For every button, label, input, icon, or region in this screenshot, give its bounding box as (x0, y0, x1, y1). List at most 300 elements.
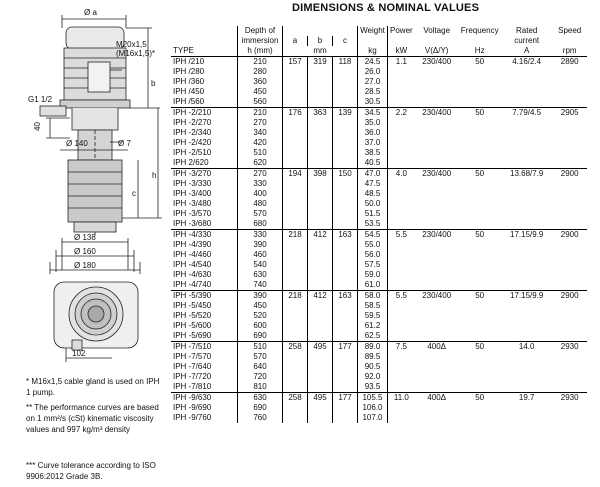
cell-depth: 330 (238, 179, 283, 189)
cell-b (308, 311, 333, 321)
cell-depth: 560 (238, 97, 283, 108)
cell-b (308, 87, 333, 97)
cell-a (283, 352, 308, 362)
cell-frequency (459, 311, 501, 321)
cell-power (388, 352, 415, 362)
cell-depth: 760 (238, 413, 283, 423)
table-row (171, 393, 587, 404)
cell-c: 163 (333, 230, 358, 241)
cell-speed (553, 209, 587, 219)
cell-speed (553, 118, 587, 128)
cell-voltage (415, 301, 459, 311)
cell-depth: 270 (238, 118, 283, 128)
cell-speed: 2900 (553, 230, 587, 241)
cell-depth: 740 (238, 280, 283, 291)
table-row (171, 199, 587, 209)
cell-weight: 55.0 (358, 240, 388, 250)
cell-voltage (415, 209, 459, 219)
cell-c: 139 (333, 108, 358, 119)
table-row (171, 169, 587, 180)
table-row (171, 352, 587, 362)
cell-b: 412 (308, 291, 333, 302)
cell-frequency (459, 413, 501, 423)
table-row (171, 342, 587, 353)
cell-a (283, 301, 308, 311)
cell-speed: 2930 (553, 342, 587, 353)
cell-frequency (459, 67, 501, 77)
cell-depth: 210 (238, 108, 283, 119)
cell-current (501, 148, 553, 158)
table-row (171, 209, 587, 219)
cell-speed (553, 301, 587, 311)
cell-voltage (415, 270, 459, 280)
cell-voltage (415, 403, 459, 413)
pump-stages (68, 160, 122, 222)
cell-type: IPH -2/420 (173, 138, 212, 147)
cell-a (283, 138, 308, 148)
cell-a (283, 240, 308, 250)
cell-weight: 26.0 (358, 67, 388, 77)
cell-speed (553, 260, 587, 270)
header-a: a (283, 36, 308, 46)
cell-current (501, 280, 553, 291)
cell-c (333, 382, 358, 393)
cell-speed (553, 128, 587, 138)
cell-b (308, 199, 333, 209)
cell-b (308, 189, 333, 199)
cell-speed (553, 138, 587, 148)
cell-weight: 92.0 (358, 372, 388, 382)
header-amp: A (501, 46, 553, 57)
cell-weight: 58.5 (358, 301, 388, 311)
cell-power: 2.2 (388, 108, 415, 119)
cell-c (333, 138, 358, 148)
cell-c (333, 331, 358, 342)
cell-current (501, 219, 553, 230)
cell-a (283, 67, 308, 77)
cell-c (333, 250, 358, 260)
cell-weight: 56.0 (358, 250, 388, 260)
cell-c (333, 321, 358, 331)
header-type: TYPE (171, 46, 238, 57)
header-weight: Weight (358, 26, 388, 36)
cell-c (333, 118, 358, 128)
cell-depth: 570 (238, 209, 283, 219)
note-performance: ** The performance curves are based on 1 mm²/s (cSt) kinematic viscosity values and 997 kg/m³ density (26, 403, 159, 434)
cell-depth: 280 (238, 67, 283, 77)
cell-current (501, 209, 553, 219)
cell-speed: 2900 (553, 169, 587, 180)
cell-a: 258 (283, 342, 308, 353)
cell-type: IPH /280 (173, 67, 205, 76)
cell-power (388, 413, 415, 423)
cell-weight: 24.5 (358, 57, 388, 68)
cell-a (283, 128, 308, 138)
label-dia7: Ø 7 (118, 139, 131, 148)
cell-weight: 54.5 (358, 230, 388, 241)
cell-power (388, 372, 415, 382)
cell-a: 194 (283, 169, 308, 180)
cell-speed (553, 179, 587, 189)
cell-type: IPH -7/640 (173, 362, 212, 371)
cell-b (308, 331, 333, 342)
cell-current (501, 158, 553, 169)
cell-a (283, 179, 308, 189)
cell-power (388, 270, 415, 280)
cell-power (388, 240, 415, 250)
cell-speed (553, 331, 587, 342)
cell-type: IPH -2/510 (173, 148, 212, 157)
cell-power (388, 301, 415, 311)
cell-c (333, 189, 358, 199)
cell-voltage: 230/400 (415, 169, 459, 180)
cell-type: IPH -7/570 (173, 352, 212, 361)
table-row (171, 280, 587, 291)
cell-weight: 47.5 (358, 179, 388, 189)
cell-power (388, 382, 415, 393)
cell-type: IPH -4/630 (173, 270, 212, 279)
cell-b (308, 67, 333, 77)
cell-power (388, 179, 415, 189)
cell-current (501, 413, 553, 423)
cell-power: 5.5 (388, 291, 415, 302)
cell-type: IPH -5/690 (173, 331, 212, 340)
cell-frequency (459, 382, 501, 393)
cell-power (388, 128, 415, 138)
cell-frequency (459, 362, 501, 372)
label-g: G1 1/2 (28, 95, 53, 104)
cell-weight: 106.0 (358, 403, 388, 413)
cell-voltage (415, 138, 459, 148)
cell-depth: 640 (238, 362, 283, 372)
cell-weight: 62.5 (358, 331, 388, 342)
cell-b: 363 (308, 108, 333, 119)
cell-power (388, 331, 415, 342)
table-row (171, 372, 587, 382)
cell-depth: 520 (238, 311, 283, 321)
cell-depth: 630 (238, 270, 283, 280)
cell-speed (553, 189, 587, 199)
cell-type: IPH -4/330 (171, 230, 238, 241)
cell-type: IPH /560 (173, 97, 205, 106)
cell-a (283, 382, 308, 393)
cell-b: 495 (308, 393, 333, 404)
cell-voltage (415, 118, 459, 128)
cell-depth: 390 (238, 291, 283, 302)
cell-b (308, 158, 333, 169)
cell-weight: 89.5 (358, 352, 388, 362)
cell-depth: 720 (238, 372, 283, 382)
cell-frequency (459, 97, 501, 108)
cell-type: IPH -2/270 (173, 118, 212, 127)
table-row (171, 148, 587, 158)
cell-type: IPH /360 (173, 77, 205, 86)
cell-b (308, 148, 333, 158)
cell-type: IPH -7/810 (173, 382, 212, 391)
cell-frequency: 50 (459, 342, 501, 353)
note-cable-gland: * M16x1,5 cable gland is used on IPH 1 pump. (26, 377, 160, 397)
cell-speed: 2905 (553, 108, 587, 119)
cell-frequency: 50 (459, 393, 501, 404)
cell-a (283, 209, 308, 219)
cell-c: 177 (333, 393, 358, 404)
cell-power (388, 189, 415, 199)
cell-type: IPH 2/620 (173, 158, 209, 167)
cell-c: 163 (333, 291, 358, 302)
cell-voltage (415, 321, 459, 331)
cell-a: 176 (283, 108, 308, 119)
cell-b (308, 128, 333, 138)
cell-speed (553, 280, 587, 291)
label-dia-a: Ø a (84, 8, 97, 17)
cell-depth: 460 (238, 250, 283, 260)
cell-weight: 27.0 (358, 77, 388, 87)
cell-speed (553, 413, 587, 423)
cell-b (308, 250, 333, 260)
cell-power (388, 260, 415, 270)
cell-current: 17.15/9.9 (501, 291, 553, 302)
cell-type: IPH -5/520 (173, 311, 212, 320)
cell-speed (553, 199, 587, 209)
cell-type: IPH -2/210 (171, 108, 238, 119)
cell-depth: 390 (238, 240, 283, 250)
cell-power (388, 219, 415, 230)
cell-speed (553, 77, 587, 87)
cell-a (283, 148, 308, 158)
outlet-pipe (40, 106, 66, 116)
cell-a: 258 (283, 393, 308, 404)
cell-weight: 51.5 (358, 209, 388, 219)
table-row (171, 128, 587, 138)
cell-b (308, 270, 333, 280)
cell-power (388, 148, 415, 158)
cell-weight: 47.0 (358, 169, 388, 180)
cell-a (283, 270, 308, 280)
cell-weight: 93.5 (358, 382, 388, 393)
cell-b (308, 301, 333, 311)
cell-type: IPH /210 (173, 57, 205, 66)
label-dia160: Ø 160 (74, 247, 96, 256)
label-dia138: Ø 138 (74, 233, 96, 242)
cell-c (333, 260, 358, 270)
header-v: V(Δ/Y) (415, 46, 459, 57)
cell-frequency (459, 189, 501, 199)
cell-power (388, 158, 415, 169)
cell-frequency: 50 (459, 291, 501, 302)
cell-depth: 450 (238, 87, 283, 97)
cell-current (501, 128, 553, 138)
cell-a (283, 77, 308, 87)
cell-frequency (459, 118, 501, 128)
cell-b (308, 219, 333, 230)
cell-c (333, 352, 358, 362)
cell-current (501, 403, 553, 413)
cell-voltage (415, 352, 459, 362)
cell-type: IPH -4/540 (173, 260, 212, 269)
cell-c (333, 209, 358, 219)
cell-weight: 58.0 (358, 291, 388, 302)
cell-voltage: 230/400 (415, 291, 459, 302)
cell-weight: 107.0 (358, 413, 388, 423)
cell-current (501, 250, 553, 260)
table-row (171, 260, 587, 270)
cell-power (388, 67, 415, 77)
cell-weight: 30.5 (358, 97, 388, 108)
cell-b (308, 97, 333, 108)
cell-voltage: 230/400 (415, 230, 459, 241)
cell-current (501, 67, 553, 77)
cell-b: 319 (308, 57, 333, 68)
cell-c (333, 148, 358, 158)
cell-power (388, 118, 415, 128)
cell-frequency (459, 250, 501, 260)
table-row (171, 291, 587, 302)
cell-type: IPH -3/270 (171, 169, 238, 180)
cell-a: 157 (283, 57, 308, 68)
table-row (171, 382, 587, 393)
cell-speed (553, 311, 587, 321)
cell-c (333, 219, 358, 230)
cell-speed: 2900 (553, 291, 587, 302)
table-row (171, 57, 587, 68)
label-b: b (151, 79, 156, 88)
cell-b (308, 209, 333, 219)
cell-c (333, 179, 358, 189)
cell-b (308, 382, 333, 393)
cell-current (501, 301, 553, 311)
cell-current: 19.7 (501, 393, 553, 404)
cell-speed (553, 148, 587, 158)
cell-voltage (415, 311, 459, 321)
cell-current (501, 87, 553, 97)
cell-c: 177 (333, 342, 358, 353)
table-row (171, 67, 587, 77)
cell-depth: 330 (238, 230, 283, 241)
header-frequency: Frequency (460, 26, 499, 35)
cell-frequency (459, 280, 501, 291)
dimensions-table (171, 26, 587, 423)
cell-power: 4.0 (388, 169, 415, 180)
cell-voltage (415, 67, 459, 77)
table-row (171, 311, 587, 321)
cell-depth: 210 (238, 57, 283, 68)
table-row (171, 413, 587, 423)
cell-a (283, 311, 308, 321)
cell-depth: 480 (238, 199, 283, 209)
cell-voltage (415, 128, 459, 138)
cell-a (283, 260, 308, 270)
label-gland: M20x1,5 (116, 40, 147, 49)
cell-voltage: 400Δ (415, 342, 459, 353)
cell-depth: 680 (238, 219, 283, 230)
cell-a (283, 158, 308, 169)
cell-depth: 270 (238, 169, 283, 180)
cell-current (501, 311, 553, 321)
cell-weight: 61.0 (358, 280, 388, 291)
cell-speed (553, 362, 587, 372)
cell-frequency (459, 179, 501, 189)
cell-current: 4.16/2.4 (512, 57, 542, 66)
label-c: c (132, 189, 136, 198)
cell-c (333, 280, 358, 291)
cell-weight: 105.5 (358, 393, 388, 404)
cell-a (283, 321, 308, 331)
cell-power (388, 321, 415, 331)
cell-current (501, 372, 553, 382)
cell-voltage (415, 280, 459, 291)
cell-voltage (415, 250, 459, 260)
cell-type: IPH -4/460 (173, 250, 212, 259)
cell-c (333, 128, 358, 138)
cell-type: IPH -7/720 (173, 372, 212, 381)
cell-depth: 600 (238, 321, 283, 331)
cell-current (501, 199, 553, 209)
cell-voltage (415, 372, 459, 382)
cell-current (501, 331, 553, 342)
cell-voltage (415, 331, 459, 342)
cell-speed (553, 219, 587, 230)
cell-type: IPH -3/480 (173, 199, 212, 208)
cell-type: IPH -5/390 (171, 291, 238, 302)
cell-frequency (459, 138, 501, 148)
cell-voltage (415, 87, 459, 97)
cell-speed (553, 97, 587, 108)
cell-depth: 510 (238, 148, 283, 158)
cell-voltage (415, 382, 459, 393)
cell-current (501, 138, 553, 148)
cell-type: IPH -3/680 (173, 219, 212, 228)
cell-b (308, 352, 333, 362)
cell-frequency: 50 (459, 230, 501, 241)
cell-type: IPH -2/340 (173, 128, 212, 137)
label-40: 40 (33, 122, 42, 131)
cell-depth: 340 (238, 128, 283, 138)
cell-c (333, 199, 358, 209)
cell-frequency: 50 (459, 108, 501, 119)
cell-a (283, 403, 308, 413)
cell-a (283, 362, 308, 372)
cell-weight: 59.0 (358, 270, 388, 280)
cell-b (308, 362, 333, 372)
table-row (171, 230, 587, 241)
header-b: b (308, 36, 333, 46)
table-row (171, 219, 587, 230)
cell-type: IPH -3/400 (173, 189, 212, 198)
cell-b (308, 403, 333, 413)
cell-a (283, 280, 308, 291)
header-depth: Depth of (238, 26, 283, 36)
cell-frequency (459, 403, 501, 413)
cell-c (333, 301, 358, 311)
cell-depth: 400 (238, 189, 283, 199)
cell-power (388, 209, 415, 219)
cell-b (308, 321, 333, 331)
table-row (171, 270, 587, 280)
cell-power: 11.0 (388, 393, 415, 404)
mounting-flange (60, 100, 130, 108)
cell-b (308, 280, 333, 291)
cell-frequency (459, 321, 501, 331)
cell-current: 17.15/9.9 (501, 230, 553, 241)
cell-depth: 690 (238, 403, 283, 413)
table-row (171, 179, 587, 189)
table-row (171, 250, 587, 260)
cell-a (283, 250, 308, 260)
cell-type: IPH -3/330 (173, 179, 212, 188)
cell-a (283, 189, 308, 199)
cell-frequency: 50 (475, 57, 485, 66)
note-tolerance: *** Curve tolerance according to ISO 9906:2012 Grade 3B. (26, 461, 156, 481)
